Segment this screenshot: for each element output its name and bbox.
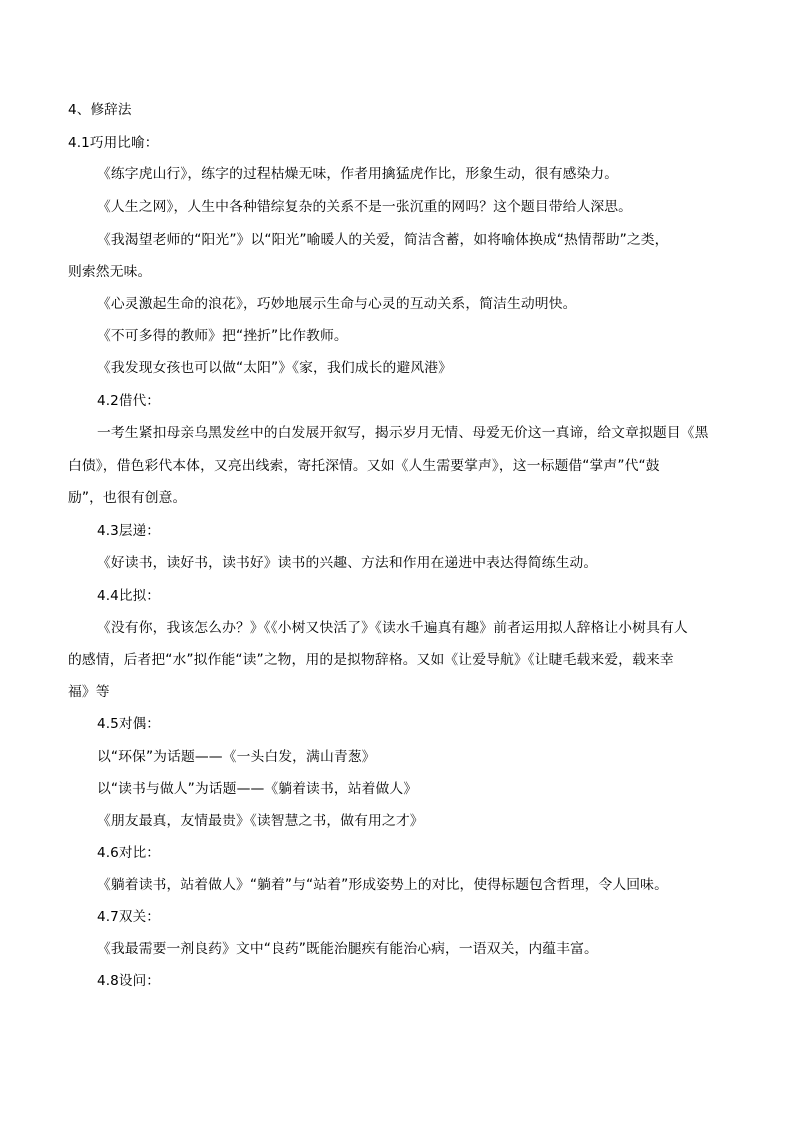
subsection-heading: 4.3层递： — [97, 523, 160, 539]
paragraph-line: 则索然无味。 — [68, 264, 152, 280]
paragraph-line: 励”，也很有创意。 — [68, 490, 187, 506]
subsection-heading: 4.6对比： — [97, 845, 160, 861]
paragraph-line: 一考生紧扣母亲乌黑发丝中的白发展开叙写，揭示岁月无情、母爱无价这一真谛，给文章拟题目《黑 — [97, 425, 709, 441]
paragraph-line: 《朋友最真，友情最贵》《读智慧之书，做有用之才》 — [97, 813, 424, 829]
subsection-heading: 4.7双关： — [97, 909, 160, 925]
paragraph-line: 以“读书与做人”为话题——《躺着读书，站着做人》 — [97, 781, 418, 797]
paragraph-line: 《没有你，我该怎么办？》《《小树又快活了》《读水千遍真有趣》前者运用拟人辞格让小树具有人 — [97, 620, 688, 636]
paragraph-line: 的感情，后者把“水”拟作能“读”之物，用的是拟物辞格。又如《让爱导航》《让睫毛载来爱，载来幸 — [68, 652, 674, 668]
subsection-heading: 4.1巧用比喻： — [68, 135, 159, 151]
paragraph-line: 《躺着读书，站着做人》“躺着”与“站着”形成姿势上的对比，使得标题包含哲理，令人回味。 — [97, 877, 668, 893]
paragraph-line: 以“环保”为话题——《一头白发，满山青葱》 — [97, 749, 376, 765]
paragraph-line: 《我最需要一剂良药》文中“良药”既能治腿疾有能治心病，一语双关，内蕴丰富。 — [97, 941, 598, 957]
subsection-heading: 4.8设问： — [97, 973, 160, 989]
subsection-heading: 4.2借代： — [97, 393, 160, 409]
subsection-heading: 4.4比拟： — [97, 588, 160, 604]
section-heading: 4、修辞法 — [68, 102, 132, 118]
paragraph-line: 《我渴望老师的“阳光”》以“阳光”喻暖人的关爱，简洁含蓄，如将喻体换成“热情帮助”之类， — [97, 232, 669, 248]
paragraph-line: 《好读书，读好书，读书好》读书的兴趣、方法和作用在递进中表达得简练生动。 — [97, 555, 598, 571]
subsection-heading: 4.5对偶： — [97, 716, 160, 732]
paragraph-line: 《我发现女孩也可以做“太阳”》《家，我们成长的避风港》 — [97, 360, 453, 376]
paragraph-line: 《心灵激起生命的浪花》，巧妙地展示生命与心灵的互动关系，简洁生动明快。 — [97, 296, 577, 312]
paragraph-line: 《人生之网》，人生中各种错综复杂的关系不是一张沉重的网吗？这个题目带给人深思。 — [97, 199, 633, 215]
paragraph-line: 白债》，借色彩代本体，又亮出线索，寄托深情。又如《人生需要掌声》，这一标题借“掌声”代“鼓 — [68, 458, 660, 474]
paragraph-line: 《练字虎山行》，练字的过程枯燥无味，作者用擒猛虎作比，形象生动，很有感染力。 — [97, 166, 619, 182]
paragraph-line: 《不可多得的教师》把“挫折”比作教师。 — [97, 328, 348, 344]
paragraph-line: 福》等 — [68, 684, 110, 700]
